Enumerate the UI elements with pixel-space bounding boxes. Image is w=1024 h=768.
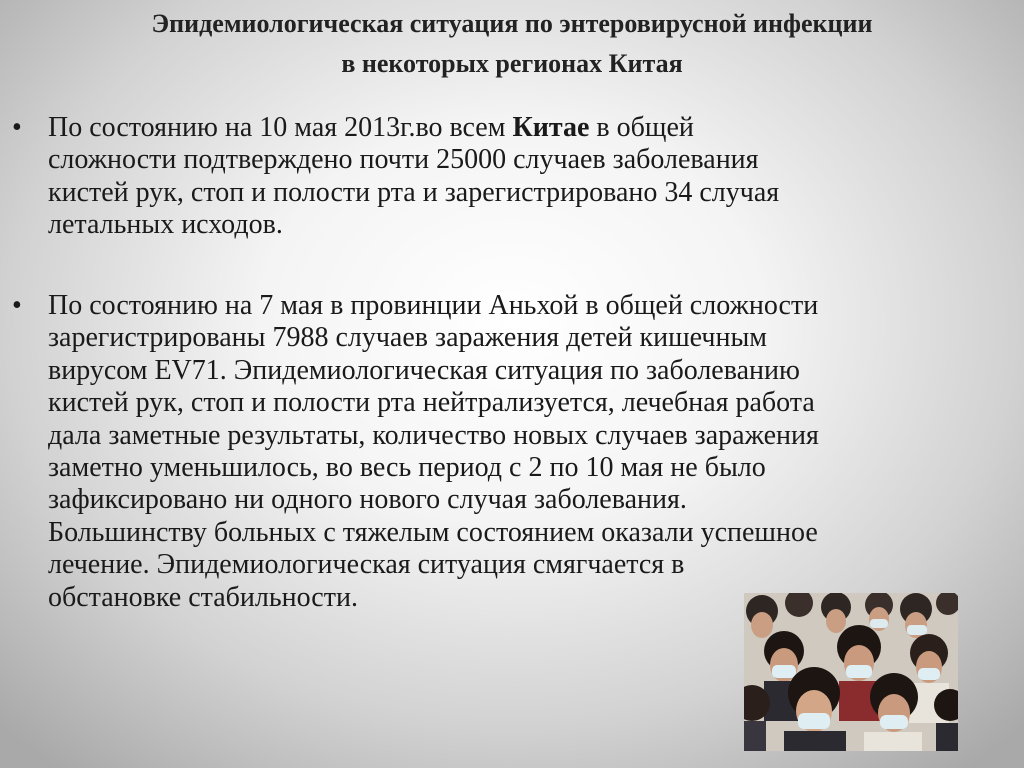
bullet-line: заметно уменьшилось, во весь период с 2 по 10 мая не было (48, 452, 766, 484)
bullet-line-suffix: в общей (589, 112, 694, 143)
bullet-line-prefix: По состоянию на 10 мая 2013г.во всем (48, 112, 513, 143)
bullet-line: кистей рук, стоп и полости рта нейтрализуется, лечебная работа (48, 387, 815, 419)
slide-title (0, 4, 1024, 84)
bullet-line (48, 112, 1008, 144)
bullet-line-bold: Китае (512, 112, 590, 143)
bullet-line: зарегистрированы 7988 случаев заражения детей кишечным (48, 322, 767, 354)
bullet-line: летальных исходов. (48, 209, 283, 241)
bullet-line: зафиксировано ни одного нового случая заболевания. (48, 484, 687, 516)
slide-title-line-1: Эпидемиологическая ситуация по энтеровирусной инфекции (151, 9, 873, 38)
bullet-line: обстановке стабильности. (48, 581, 358, 613)
bullet-line: кистей рук, стоп и полости рта и зарегистрировано 34 случая (48, 176, 780, 208)
bullet-marker: • (12, 290, 22, 321)
bullet-text-china (48, 112, 1008, 242)
bullet-line: лечение. Эпидемиологическая ситуация смягчается в (48, 549, 685, 581)
bullet-line: дала заметные результаты, количество новых случаев заражения (48, 419, 819, 451)
crowd-photo (744, 593, 958, 751)
bullet-line: сложности подтверждено почти 25000 случаев заболевания (48, 144, 759, 176)
bullet-text-anhui (48, 290, 1008, 614)
bullet-line: вирусом EV71. Эпидемиологическая ситуация по заболеванию (48, 354, 800, 386)
bullet-line: Большинству больных с тяжелым состоянием оказали успешное (48, 516, 818, 548)
slide-title-line-2: в некоторых регионах Китая (341, 49, 683, 78)
crowd-middle (764, 625, 949, 723)
bullet-marker: • (12, 112, 22, 143)
bullet-line: По состоянию на 7 мая в провинции Аньхой в общей сложности (48, 290, 819, 321)
